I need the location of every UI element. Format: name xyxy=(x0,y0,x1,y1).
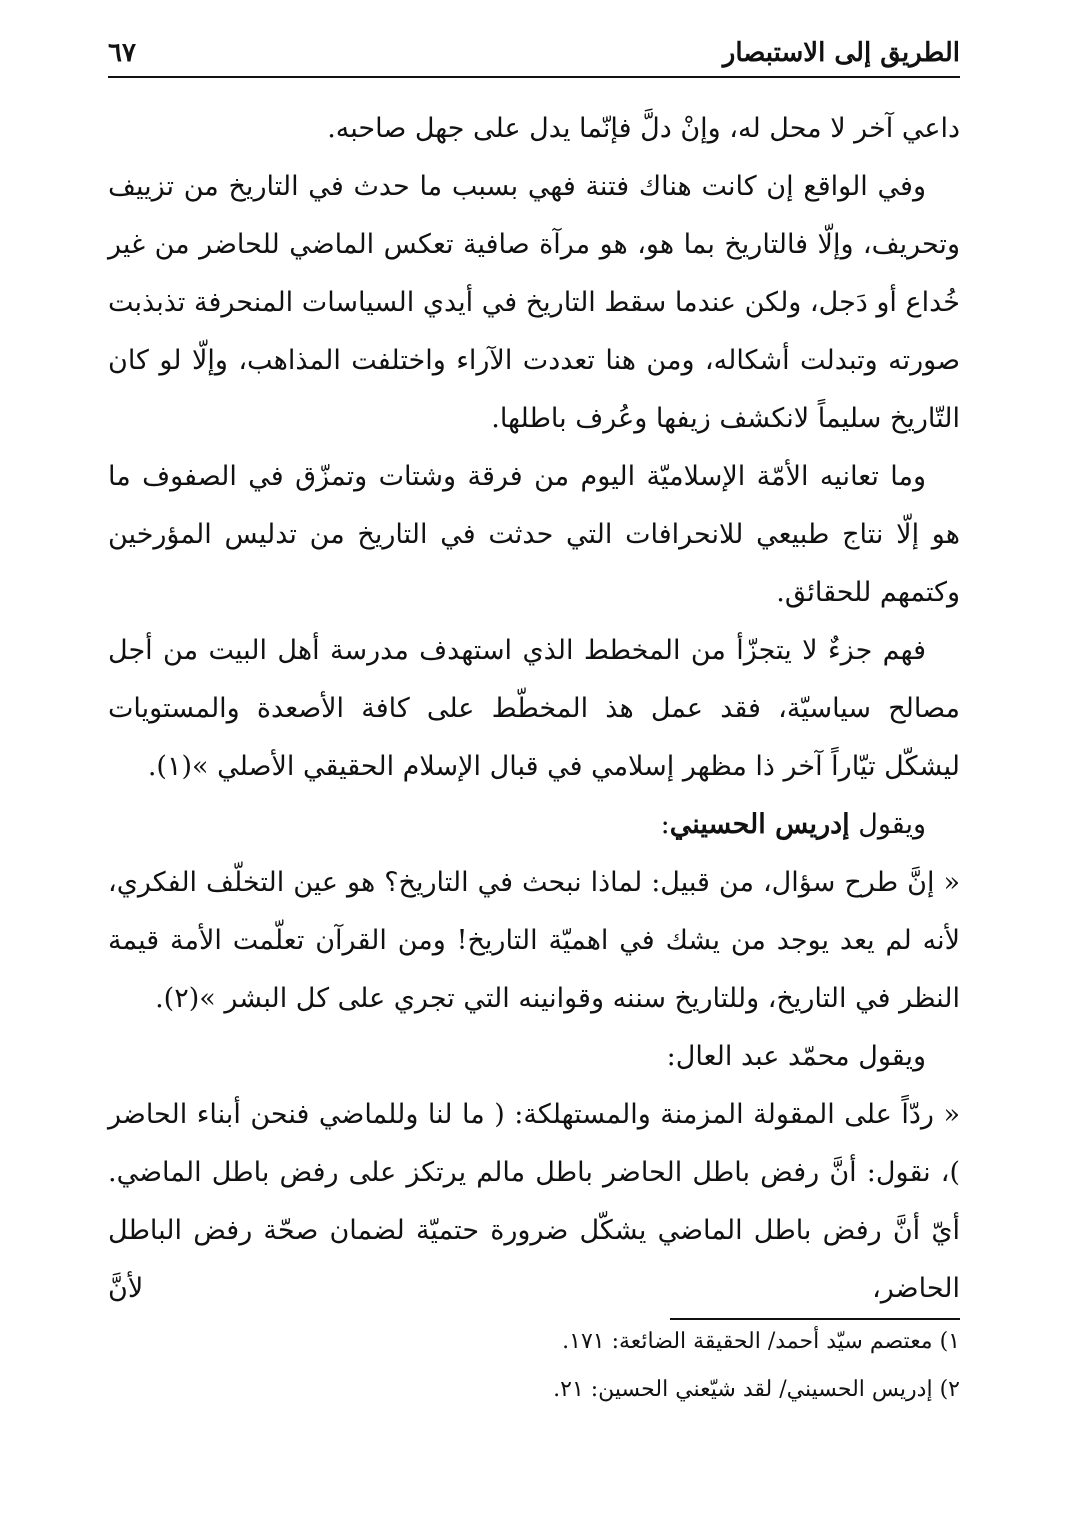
intro-text: ويقول xyxy=(849,809,926,840)
colon: : xyxy=(660,809,670,840)
quoted-author: إدريس الحسيني xyxy=(669,809,850,840)
paragraph-5 xyxy=(108,796,960,854)
footnotes xyxy=(108,1318,960,1414)
paragraph-3: وما تعانيه الأمّة الإسلاميّة اليوم من فرقة وشتات وتمزّق في الصفوف ما هو إلّا نتاج طبيعي للانحرافات التي حدثت في التاريخ من تدليس المؤرخين وكتمهم للحقائق. xyxy=(108,461,960,608)
paragraph-2: وفي الواقع إن كانت هناك فتنة فهي بسبب ما حدث في التاريخ من تزييف وتحريف، وإلّا فالتاريخ بما هو، هو مرآة صافية تعكس الماضي للحاضر من غير خُداع أو دَجل، ولكن عندما سقط التاريخ في أيدي السياسات المنحرفة تذبذبت صورته وتبدلت أشكاله، ومن هنا تعددت الآراء واختلفت المذاهب، وإلّا لو كان التّاريخ سليماً لانكشف زيفها وعُرف باطلها. xyxy=(108,171,960,434)
body-text xyxy=(108,100,960,1318)
page-header xyxy=(108,36,960,78)
paragraph-6: « إنَّ طرح سؤال، من قبيل: لماذا نبحث في التاريخ؟ هو عين التخلّف الفكري، لأنه لم يعد يوجد من يشك في اهميّة التاريخ! ومن القرآن تعلّمت الأمة قيمة النظر في التاريخ، وللتاريخ سننه وقوانينه التي تجري على كل البشر »(٢). xyxy=(108,867,960,1014)
footnote-1: ١) معتصم سيّد أحمد/ الحقيقة الضائعة: ١٧١. xyxy=(562,1329,960,1354)
paragraph-8: « ردّاً على المقولة المزمنة والمستهلكة: ( ما لنا وللماضي فنحن أبناء الحاضر )، نقول: أنَّ رفض باطل الحاضر باطل مالم يرتكز على رفض باطل الماضي. أيّ أنَّ رفض باطل الماضي يشكّل ضرورة حتميّة لضمان صحّة رفض الباطل الحاضر، لأنَّ xyxy=(108,1099,960,1304)
paragraph-7: ويقول محمّد عبد العال: xyxy=(666,1041,926,1072)
footnote-2: ٢) إدريس الحسيني/ لقد شيّعني الحسين: ٢١. xyxy=(553,1377,960,1402)
page-number: ٦٧ xyxy=(108,38,136,68)
paragraph-1: داعي آخر لا محل له، وإنْ دلَّ فإنّما يدل على جهل صاحبه. xyxy=(327,113,960,144)
running-head: الطريق إلى الاستبصار xyxy=(722,38,960,68)
paragraph-4: فهم جزءٌ لا يتجزّأ من المخطط الذي استهدف مدرسة أهل البيت من أجل مصالح سياسيّة، فقد عمل هذ المخطّط على كافة الأصعدة والمستويات ليشكّل تيّاراً آخر ذا مظهر إسلامي في قبال الإسلام الحقيقي الأصلي »(١). xyxy=(108,635,960,782)
